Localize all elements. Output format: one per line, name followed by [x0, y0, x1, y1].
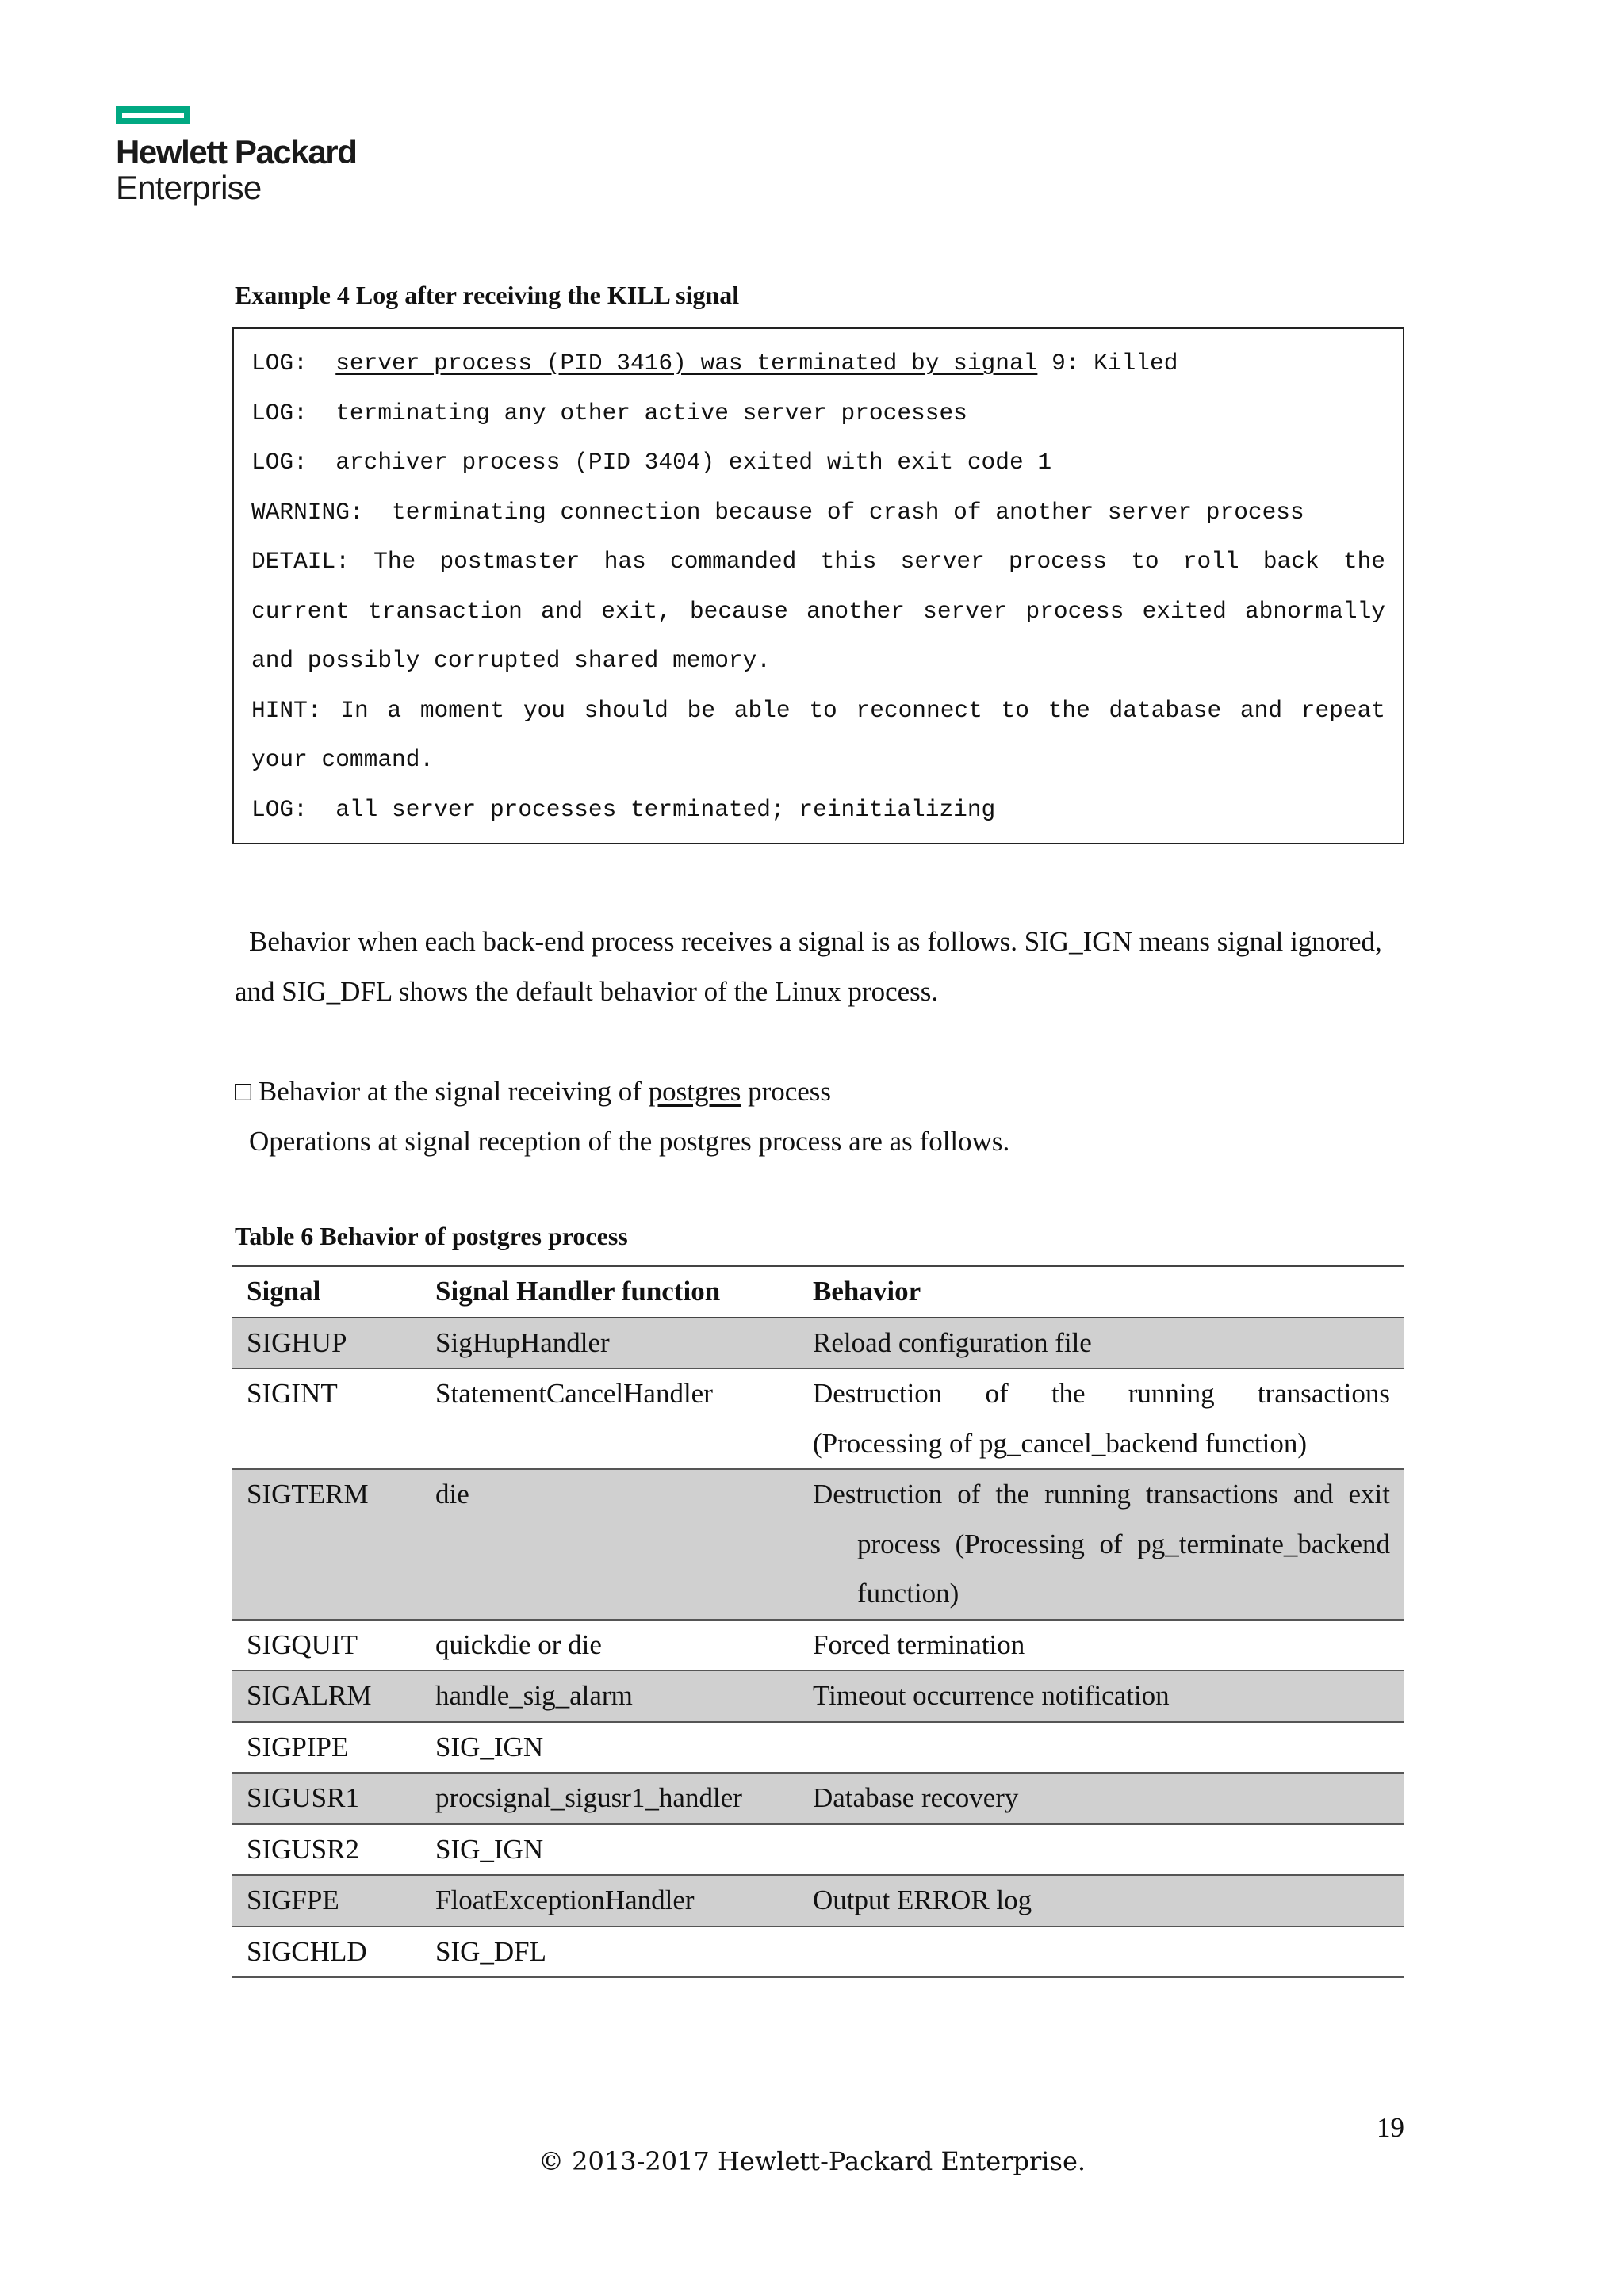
signal-cell: SIGPIPE [232, 1722, 421, 1774]
page-number: 19 [1377, 2112, 1404, 2143]
hpe-logo [116, 106, 356, 205]
signal-cell: SIGUSR1 [232, 1773, 421, 1824]
copyright-footer: © 2013-2017 Hewlett-Packard Enterprise. [538, 2146, 1086, 2176]
section-paragraph: Operations at signal reception of the postgres process are as follows. [249, 1126, 1010, 1157]
table-caption: Table 6 Behavior of postgres process [235, 1222, 628, 1250]
signal-cell: SIGQUIT [232, 1620, 421, 1671]
signal-intro-paragraph: Behavior when each back-end process receives a signal is as follows. SIG_IGN means signal ignored, and SIG_DFL shows the default behavior of the Linux process. [235, 926, 1382, 1007]
handler-cell: die [421, 1469, 799, 1620]
handler-cell: procsignal_sigusr1_handler [421, 1773, 799, 1824]
table-row [232, 1469, 1404, 1620]
behavior-cell: Timeout occurrence notification [799, 1670, 1404, 1722]
table-row [232, 1670, 1404, 1722]
logo-text-line1: Hewlett Packard [116, 133, 357, 170]
postgres-signal-table [232, 1265, 1404, 1978]
table-row [232, 1318, 1404, 1369]
table-row [232, 1773, 1404, 1824]
behavior-cell: Forced termination [799, 1620, 1404, 1671]
handler-cell: SIG_IGN [421, 1722, 799, 1774]
log-line-3: LOG: archiver process (PID 3404) exited with exit code 1 [251, 449, 1052, 476]
handler-cell: SIG_DFL [421, 1927, 799, 1978]
table-row [232, 1927, 1404, 1978]
log-line-4: WARNING: terminating connection because of crash of another server process [251, 498, 1304, 526]
behavior-cell [799, 1824, 1404, 1876]
table-row [232, 1368, 1404, 1469]
log-line-10: LOG: all server processes terminated; reinitializing [251, 795, 996, 823]
signal-cell: SIGUSR2 [232, 1824, 421, 1876]
behavior-cell [799, 1722, 1404, 1774]
signal-cell: SIGALRM [232, 1670, 421, 1722]
signal-cell: SIGINT [232, 1368, 421, 1469]
table-header-row [232, 1266, 1404, 1318]
handler-cell: FloatExceptionHandler [421, 1875, 799, 1927]
hpe-logo-element-icon [116, 106, 190, 124]
header-handler: Signal Handler function [421, 1266, 799, 1318]
handler-cell: quickdie or die [421, 1620, 799, 1671]
log-line-6: current transaction and exit, because another server process exited abnormally [251, 597, 1385, 625]
table-row [232, 1875, 1404, 1927]
table-row [232, 1620, 1404, 1671]
behavior-cell: Destruction of the running transactions (Processing of pg_cancel_backend function) [799, 1368, 1404, 1469]
behavior-cell: Destruction of the running transactions and exit process (Processing of pg_terminate_backend function) [799, 1469, 1404, 1620]
log-line-1: LOG: server process (PID 3416) was terminated by signal 9: Killed [251, 350, 1178, 377]
handler-cell: handle_sig_alarm [421, 1670, 799, 1722]
handler-cell: SIG_IGN [421, 1824, 799, 1876]
log-line-5: DETAIL: The postmaster has commanded this server process to roll back the [251, 548, 1385, 575]
log-line-2: LOG: terminating any other active server processes [251, 399, 967, 427]
log-line-8: HINT: In a moment you should be able to reconnect to the database and repeat [251, 696, 1385, 724]
signal-cell: SIGHUP [232, 1318, 421, 1369]
behavior-cell: Database recovery [799, 1773, 1404, 1824]
handler-cell: StatementCancelHandler [421, 1368, 799, 1469]
postgres-link: postgres [648, 1076, 741, 1107]
header-behavior: Behavior [799, 1266, 1404, 1318]
behavior-cell: Reload configuration file [799, 1318, 1404, 1369]
example-caption: Example 4 Log after receiving the KILL signal [235, 281, 740, 309]
table-row [232, 1722, 1404, 1774]
log-line-7: and possibly corrupted shared memory. [251, 647, 772, 674]
logo-text-line2: Enterprise [116, 169, 262, 206]
handler-cell: SigHupHandler [421, 1318, 799, 1369]
log-output-box [232, 327, 1404, 844]
signal-cell: SIGCHLD [232, 1927, 421, 1978]
behavior-cell [799, 1927, 1404, 1978]
behavior-cell: Output ERROR log [799, 1875, 1404, 1927]
table-row [232, 1824, 1404, 1876]
section-heading: □ Behavior at the signal receiving of postgres process [235, 1076, 832, 1107]
signal-cell: SIGFPE [232, 1875, 421, 1927]
header-signal: Signal [232, 1266, 421, 1318]
signal-cell: SIGTERM [232, 1469, 421, 1620]
log-line-9: your command. [251, 746, 435, 773]
